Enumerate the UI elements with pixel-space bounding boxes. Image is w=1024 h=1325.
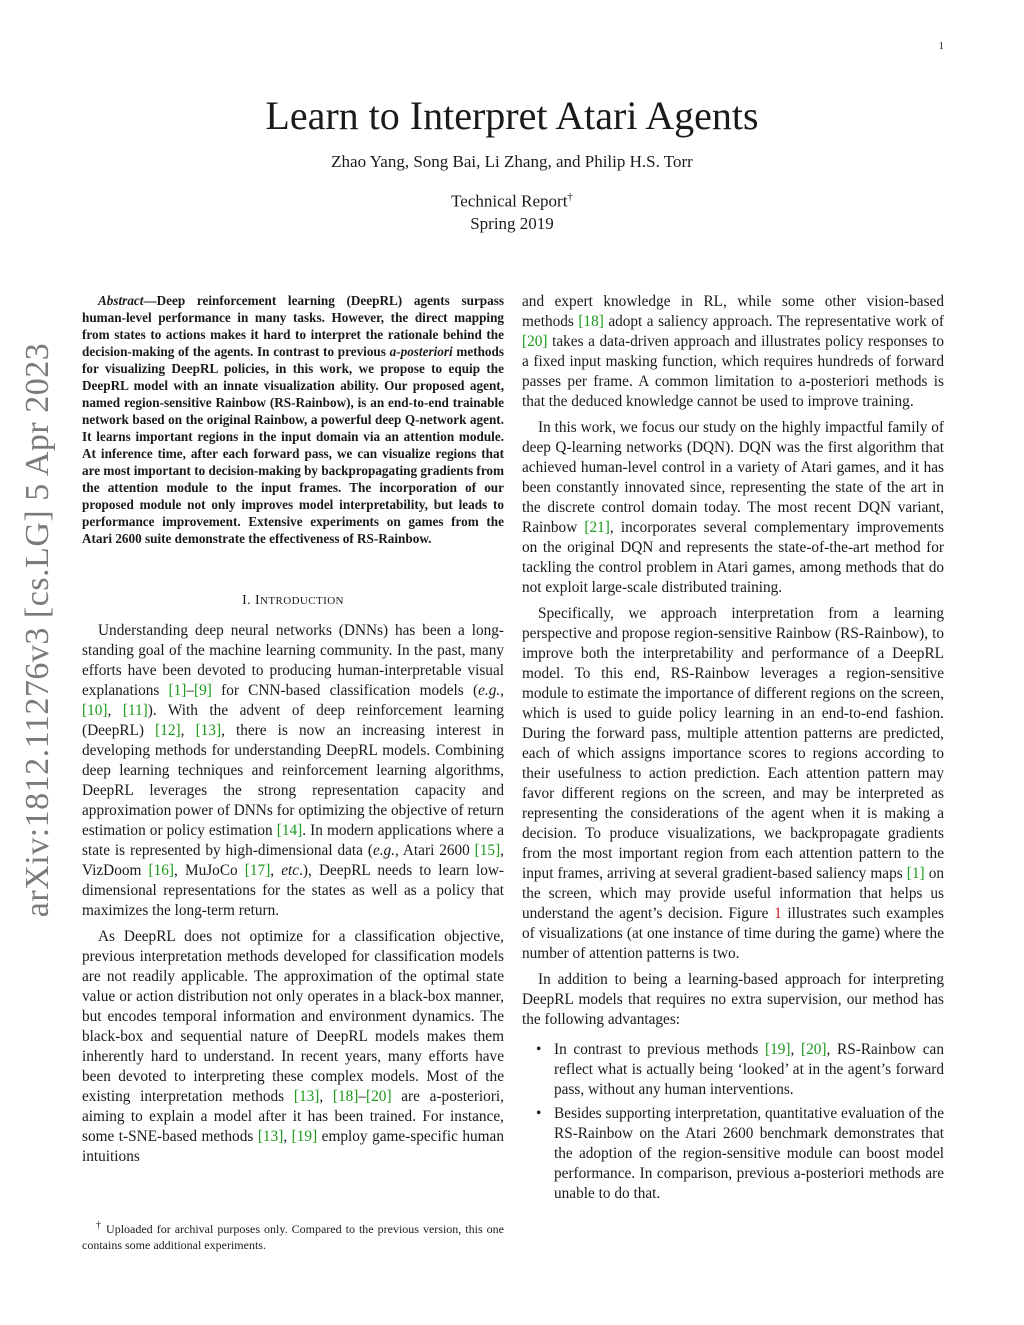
report-label: Technical Report — [451, 191, 568, 211]
citation-link[interactable]: [20] — [366, 1088, 392, 1105]
author-list: Zhao Yang, Song Bai, Li Zhang, and Philip H.S. Torr — [331, 152, 693, 171]
citation-link[interactable]: [18] — [332, 1088, 359, 1105]
report-date: Spring 2019 — [470, 213, 554, 233]
citation-link[interactable]: [18] — [578, 313, 604, 330]
citation-link[interactable]: [9] — [194, 682, 212, 699]
citation-link[interactable]: [10] — [82, 702, 108, 719]
page-number: 1 — [938, 40, 944, 52]
citation-link[interactable]: [14] — [276, 822, 303, 839]
citation-link[interactable]: [16] — [148, 862, 175, 879]
citation-link[interactable]: [11] — [122, 702, 148, 719]
citation-link[interactable]: [20] — [522, 333, 548, 350]
citation-link[interactable]: [15] — [474, 842, 501, 859]
footnote-text: Uploaded for archival purposes only. Compared to the previous version, this one contains some additional experiments. — [82, 1222, 504, 1252]
list-item: • In contrast to previous methods [19], [20], RS-Rainbow can reflect what is actually being ‘looked’ at in the agent’s forward pass, without any human interventions. — [536, 1041, 944, 1098]
abstract-text: —Deep reinforcement learning (DeepRL) agents surpass human-level performance in many tasks. However, the direct mapping from states to actions makes it hard to interpret the rationale behind the decision-making of the agents. In contrast to previous — [82, 293, 504, 359]
citation-link[interactable]: [12] — [155, 722, 181, 739]
abstract-italic: a-posteriori — [389, 344, 453, 359]
abstract — [82, 292, 504, 547]
citation-link[interactable]: [13] — [293, 1088, 320, 1105]
bullet-icon: • — [536, 1105, 542, 1122]
citation-link[interactable]: [13] — [257, 1128, 284, 1145]
intro-paragraph-2: As DeepRL does not optimize for a classification objective, previous interpretation methods developed for classification models are not readily applicable. The approximation of the optimal state value or action distribution not only operates in a black-box manner, but encodes temporal information and environment dynamics. The black-box and sequential nature of DeepRL models makes them inherently hard to understand. In recent years, many efforts have been devoted to interpreting these complex models. Most of the existing interpretation methods [13], [18]–[20] are a-posteriori, aiming to explain a model after it has been trained. For instance, some t-SNE-based methods [13], [19] employ game-specific human intuitions — [82, 928, 505, 1165]
intro-paragraph-1: Understanding deep neural networks (DNNs) has been a long-standing goal of the machine learning community. In the past, many efforts have been devoted to producing human-interpretable visual explanations [1]–[9] for CNN-based classification models (e.g., [10], [11]). With the advent of deep reinforcement learning (DeepRL) [12], [13], there is now an increasing interest in developing methods for understanding DeepRL models. Combining deep learning techniques and reinforcement learning algorithms, DeepRL leverages the strong representation capacity and approximation power of DNNs for optimizing the objective of return estimation or policy estimation [14]. In modern applications where a state is represented by high-dimensional data (e.g., Atari 2600 [15], VizDoom [16], MuJoCo [17], etc.), DeepRL needs to learn low-dimensional representations for the states as well as a policy that maximizes the long-term return. — [82, 622, 504, 919]
footnote — [82, 1218, 504, 1253]
citation-link[interactable]: [1] — [168, 682, 187, 699]
abstract-text-continued: methods for visualizing DeepRL policies, in this work, we propose to equip the DeepRL model with an innate visualization ability. Our proposed agent, named region-sensitive Rainbow (RS-Rainbow), is an end-to-end trainable network based on the original Rainbow, a powerful deep Q-network agent. It learns important regions in the input domain via an attention module. At inference time, after each forward pass, we can visualize regions that are most important to decision-making by backpropagating gradients from the attention module to the input frames. The incorporation of our proposed module not only improves model interpretability, but leads to performance improvement. Extensive experiments on games from the Atari 2600 suite demonstrate the effectiveness of RS-Rainbow. — [82, 344, 505, 546]
citation-link[interactable]: [20] — [801, 1041, 827, 1058]
citation-link[interactable]: [13] — [195, 722, 222, 739]
footnote-mark: † — [96, 1220, 103, 1231]
figure-reference-link[interactable]: 1 — [774, 905, 782, 922]
report-info — [0, 186, 1024, 235]
right-paragraph-2: Specifically, we approach interpretation from a learning perspective and propose region-sensitive Rainbow (RS-Rainbow), to improve both the interpretability and performance of a DeepRL model. To this end, RS-Rainbow leverages a region-sensitive module to estimate the importance of different regions on the screen, which is used to guide policy learning in an end-to-end fashion. During the forward pass, multiple attention patterns are predicted, each of which assigns importance scores to regions according to their usefulness to action prediction. Each attention pattern may favor different regions on the screen, and may be interpreted as representing the considerations of the agent when it is making a decision. To produce visualizations, we backpropagate gradients from the most important region from each attention pattern to the input frames, arriving at several gradient-based saliency maps [1] on the screen, which may provide useful information that helps us understand the agent’s decision. Figure 1 illustrates such examples of visualizations (at one instance of time during the game) where the number of attention patterns is two. — [522, 605, 944, 962]
list-item: • Besides supporting interpretation, quantitative evaluation of the RS-Rainbow on the Atari 2600 benchmark demonstrates that the adoption of the region-sensitive module can boost model performance. In comparison, previous a-posteriori methods are unable to do that. — [536, 1105, 944, 1202]
right-column — [522, 292, 944, 1208]
right-paragraph-0: and expert knowledge in RL, while some other vision-based methods [18] adopt a saliency approach. The representative work of [20] takes a data-driven approach and illustrates policy responses to a fixed input masking function, which requires hundreds of forward passes per frame. A common limitation to a-posteriori methods is that the deduced knowledge cannot be used to improve training. — [522, 293, 944, 410]
citation-link[interactable]: [19] — [291, 1128, 318, 1145]
right-paragraph-3: In addition to being a learning-based approach for interpreting DeepRL models that requires no extra supervision, our method has the following advantages: — [522, 971, 944, 1028]
report-footnote-mark[interactable]: † — [567, 191, 573, 203]
paper-title: Learn to Interpret Atari Agents — [265, 93, 759, 138]
citation-link[interactable]: [21] — [584, 519, 610, 536]
section-heading-introduction: I. INTRODUCTION — [242, 593, 344, 608]
bullet-icon: • — [536, 1041, 542, 1058]
citation-link[interactable]: [1] — [906, 865, 925, 882]
abstract-label: Abstract — [98, 293, 144, 308]
advantages-list — [522, 1040, 944, 1204]
right-paragraph-1: In this work, we focus our study on the highly impactful family of deep Q-learning networks (DQN). DQN was the first algorithm that achieved human-level control in a variety of Atari games, and it has been constantly innovated since, representing the state of the art in the discrete control domain today. The most recent DQN variant, Rainbow [21], incorporates several complementary improvements on the original DQN and represents the state-of-the-art method for tackling the control problem in Atari games, among methods that do not exploit large-scale distributed training. — [522, 419, 944, 596]
arxiv-identifier-stamp[interactable]: arXiv:1812.11276v3 [cs.LG] 5 Apr 2023 — [19, 342, 56, 918]
citation-link[interactable]: [17] — [244, 862, 271, 879]
citation-link[interactable]: [19] — [765, 1041, 791, 1058]
left-column — [82, 292, 504, 1173]
